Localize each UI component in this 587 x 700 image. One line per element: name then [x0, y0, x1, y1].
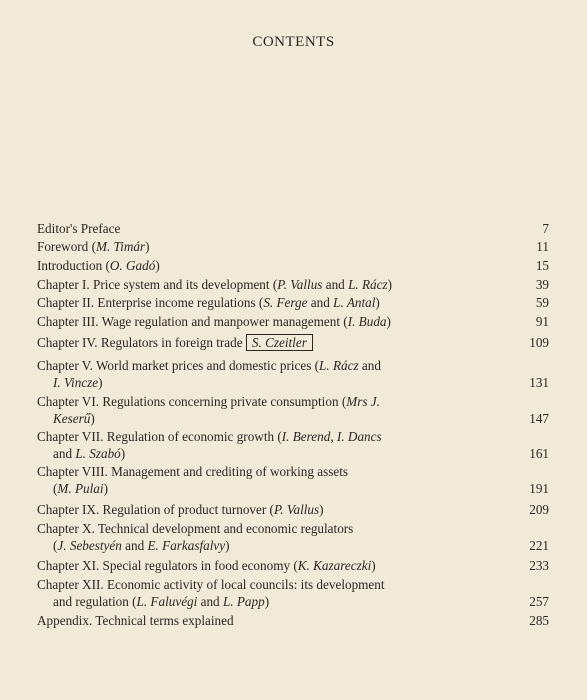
entry-title: Chapter III. Wage regulation and manpower management (I. Buda): [37, 314, 391, 329]
entry-page: 209: [529, 502, 549, 517]
toc-entry: [37, 520, 549, 554]
toc-entry: [37, 313, 549, 330]
entry-title: Foreword (M. Timár): [37, 239, 150, 254]
toc-entry: [37, 393, 549, 427]
entry-page: 11: [536, 239, 549, 254]
entry-title: Chapter IV. Regulators in foreign trade S. Czeitler: [37, 334, 515, 351]
toc-entry: [37, 501, 549, 518]
toc-entry: [37, 557, 549, 574]
toc-entry: [37, 463, 549, 497]
toc-entry: [37, 428, 549, 462]
entry-page: 39: [535, 277, 549, 292]
entry-title: Introduction (O. Gadó): [37, 258, 160, 273]
entry-title: Chapter VII. Regulation of economic growth (I. Berend, I. Dancs and L. Szabó): [37, 429, 382, 461]
entry-title: Editor's Preface: [37, 221, 121, 236]
entry-page: 221: [529, 538, 549, 553]
entry-page: 91: [535, 314, 549, 329]
entry-title: Chapter VIII. Management and crediting of working assets (M. Pulai): [37, 464, 349, 496]
entry-page: 7: [542, 221, 549, 236]
entry-page: 147: [529, 411, 549, 426]
toc-entry: [37, 276, 549, 293]
entry-title: Chapter XII. Economic activity of local councils: its development and regulation (L. Faluvégi and L. Papp): [37, 577, 385, 609]
entry-page: 191: [529, 481, 549, 496]
entry-page: 285: [529, 613, 549, 628]
entry-page: 109: [529, 335, 549, 350]
entry-title: Chapter X. Technical development and economic regulators (J. Sebestyén and E. Farkasfalvy): [37, 521, 354, 553]
entry-title: Chapter I. Price system and its development (P. Vallus and L. Rácz): [37, 277, 393, 292]
toc-entry: [37, 257, 549, 274]
entry-page: 131: [529, 375, 549, 390]
toc-entry: [37, 238, 549, 255]
entry-page: 161: [529, 446, 549, 461]
entry-title: Chapter IX. Regulation of product turnover (P. Vallus): [37, 502, 324, 517]
entry-page: 59: [535, 295, 549, 310]
page-title: CONTENTS: [252, 34, 335, 50]
entry-title: Chapter V. World market prices and domestic prices (L. Rácz and I. Vincze): [37, 358, 381, 390]
entry-title: Appendix. Technical terms explained: [37, 613, 234, 628]
entry-page: 15: [535, 258, 549, 273]
entry-title: Chapter VI. Regulations concerning private consumption (Mrs J. Keserű): [37, 394, 380, 426]
entry-title: Chapter II. Enterprise income regulations (S. Ferge and L. Antal): [37, 295, 380, 310]
entry-page: 233: [529, 558, 549, 573]
toc-entry: [37, 220, 549, 237]
toc-entry: [37, 612, 549, 629]
entry-page: 257: [529, 594, 549, 609]
toc-entry: [37, 294, 549, 311]
entry-title: Chapter XI. Special regulators in food economy (K. Kazareczki): [37, 558, 376, 573]
toc-entry: [37, 576, 549, 610]
boxed-author: S. Czeitler: [246, 334, 313, 351]
toc-entry: [37, 357, 549, 391]
toc-entry: [37, 334, 549, 351]
